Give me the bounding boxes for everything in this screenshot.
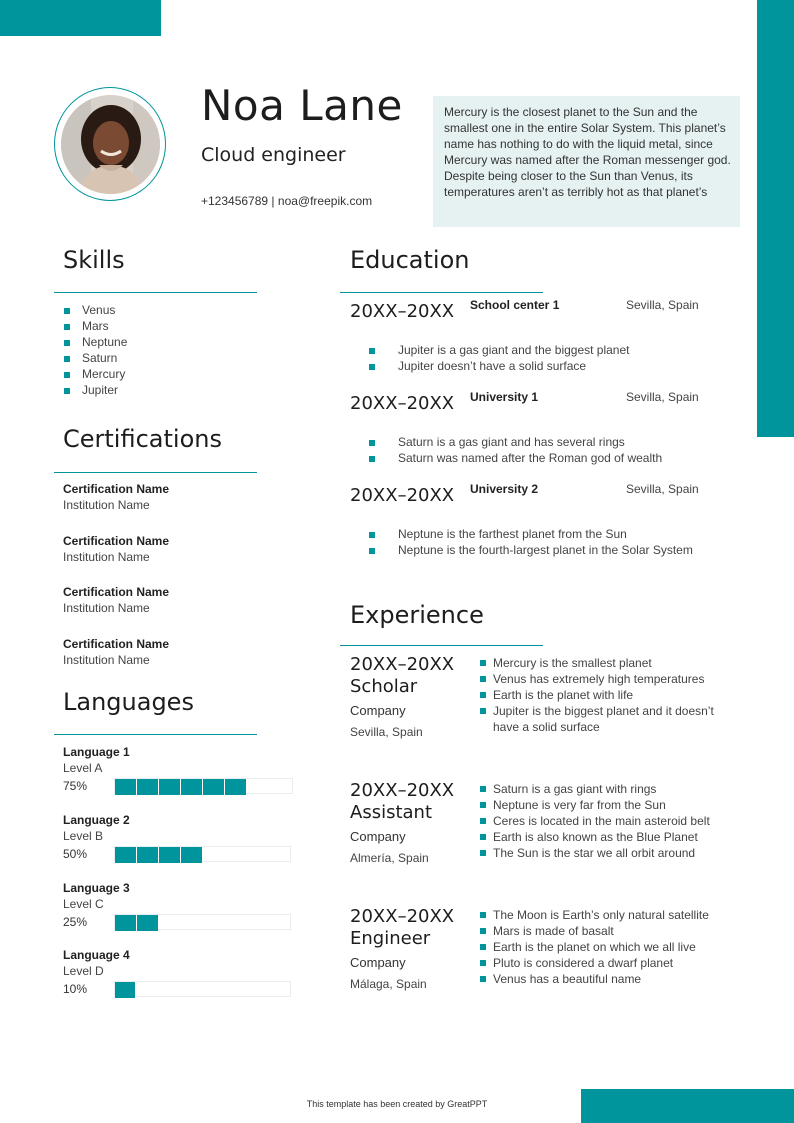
- language-progress-segment: [225, 779, 246, 795]
- bullet-square-icon: [369, 532, 375, 538]
- certification-institution: Institution Name: [63, 601, 150, 615]
- education-title: Education: [350, 246, 470, 274]
- bullet-square-icon: [480, 928, 486, 934]
- certification-entry: [63, 584, 169, 616]
- experience-point: Jupiter is the biggest planet and it doesn’t have a solid surface: [480, 703, 730, 735]
- experience-company: Company: [350, 703, 406, 718]
- skills-title: Skills: [63, 246, 125, 274]
- bullet-square-icon: [480, 912, 486, 918]
- experience-point: Earth is the planet with life: [480, 687, 730, 703]
- education-school: University 2: [470, 482, 539, 496]
- certification-institution: Institution Name: [63, 550, 150, 564]
- education-school: University 1: [470, 390, 539, 404]
- language-progress-segment: [115, 982, 135, 998]
- experience-entry: [350, 906, 475, 992]
- bullet-square-icon: [64, 308, 70, 314]
- language-progress-segment: [159, 847, 180, 863]
- language-percent: 25%: [63, 915, 88, 929]
- certification-name: Certification Name: [63, 637, 170, 651]
- language-progress-segment: [137, 847, 158, 863]
- bio-summary: Mercury is the closest planet to the Sun and the smallest one in the entire Solar System. This planet’s name has nothing to do with the liquid metal, since Mercury was named after the Roman messenger god. Despite being closer to the Sun than Venus, its temperatures aren’t as terribly hot as that planet’s: [433, 96, 740, 227]
- experience-company: Company: [350, 829, 406, 844]
- skills-divider: [54, 292, 257, 293]
- education-point: Saturn is a gas giant and has several rings: [368, 434, 662, 450]
- education-years: 20XX–20XX: [350, 393, 455, 414]
- bullet-square-icon: [480, 834, 486, 840]
- certification-name: Certification Name: [63, 534, 170, 548]
- language-level: Level B: [63, 829, 104, 843]
- language-progress-segment: [115, 779, 136, 795]
- language-percent: 10%: [63, 982, 88, 996]
- language-progress-segment: [115, 915, 136, 931]
- bullet-square-icon: [480, 802, 486, 808]
- bullet-square-icon: [64, 356, 70, 362]
- certifications-title: Certifications: [63, 425, 222, 453]
- education-point: Saturn was named after the Roman god of wealth: [368, 450, 662, 466]
- experience-location: Málaga, Spain: [350, 977, 427, 991]
- footer-credit: This template has been created by GreatPPT: [306, 1099, 488, 1109]
- experience-entry: [350, 780, 475, 866]
- education-points: [368, 434, 662, 466]
- education-divider: [340, 292, 543, 293]
- bullet-square-icon: [480, 976, 486, 982]
- skill-item: Mercury: [63, 366, 127, 382]
- education-point: Jupiter is a gas giant and the biggest planet: [368, 342, 630, 358]
- languages-title: Languages: [63, 688, 194, 716]
- bullet-square-icon: [480, 692, 486, 698]
- language-name: Language 4: [63, 948, 130, 962]
- certification-institution: Institution Name: [63, 653, 150, 667]
- bullet-square-icon: [369, 348, 375, 354]
- certifications-divider: [54, 472, 257, 473]
- contact-separator: |: [271, 194, 275, 208]
- experience-location: Sevilla, Spain: [350, 725, 423, 739]
- certification-entry: [63, 533, 169, 565]
- language-entry: [63, 947, 293, 997]
- education-point: Jupiter doesn’t have a solid surface: [368, 358, 630, 374]
- certification-entry: [63, 636, 169, 668]
- bullet-square-icon: [369, 548, 375, 554]
- language-entry: [63, 880, 293, 930]
- language-level: Level D: [63, 964, 104, 978]
- language-progress-segment: [159, 779, 180, 795]
- language-progress-segment: [203, 779, 224, 795]
- experience-role: Engineer: [350, 928, 431, 949]
- bullet-square-icon: [64, 388, 70, 394]
- experience-years: 20XX–20XX: [350, 906, 455, 927]
- language-progress-segment: [181, 779, 202, 795]
- bullet-square-icon: [369, 456, 375, 462]
- decor-bar-top-left: [0, 0, 161, 36]
- experience-point: Venus has a beautiful name: [480, 971, 730, 987]
- experience-point: Earth is also known as the Blue Planet: [480, 829, 730, 845]
- education-points: [368, 342, 630, 374]
- experience-years: 20XX–20XX: [350, 780, 455, 801]
- decor-bar-right: [757, 0, 794, 437]
- avatar: [61, 95, 160, 194]
- language-name: Language 3: [63, 881, 130, 895]
- education-point: Neptune is the farthest planet from the Sun: [368, 526, 693, 542]
- education-location: Sevilla, Spain: [626, 482, 699, 496]
- certification-entry: [63, 481, 169, 513]
- experience-points: [480, 781, 730, 861]
- language-entry: [63, 812, 293, 862]
- bullet-square-icon: [64, 324, 70, 330]
- education-points: [368, 526, 693, 558]
- experience-point: Mercury is the smallest planet: [480, 655, 730, 671]
- language-progress-bar: [114, 846, 291, 862]
- experience-point: The Sun is the star we all orbit around: [480, 845, 730, 861]
- language-progress-bar: [114, 981, 291, 997]
- contact-info: [201, 193, 372, 209]
- bullet-square-icon: [64, 372, 70, 378]
- bullet-square-icon: [369, 364, 375, 370]
- experience-point: Saturn is a gas giant with rings: [480, 781, 730, 797]
- experience-entry: [350, 654, 475, 740]
- job-title: Cloud engineer: [201, 144, 346, 166]
- certification-institution: Institution Name: [63, 498, 150, 512]
- bullet-square-icon: [480, 786, 486, 792]
- experience-point: The Moon is Earth’s only natural satellite: [480, 907, 730, 923]
- language-entry: [63, 744, 293, 794]
- language-level: Level C: [63, 897, 104, 911]
- bullet-square-icon: [480, 850, 486, 856]
- candidate-name: Noa Lane: [201, 81, 403, 130]
- experience-point: Earth is the planet on which we all live: [480, 939, 730, 955]
- skill-item: Neptune: [63, 334, 127, 350]
- language-progress-bar: [114, 914, 291, 930]
- bullet-square-icon: [480, 676, 486, 682]
- bullet-square-icon: [480, 960, 486, 966]
- bullet-square-icon: [480, 708, 486, 714]
- experience-point: Venus has extremely high temperatures: [480, 671, 730, 687]
- education-point: Neptune is the fourth-largest planet in the Solar System: [368, 542, 693, 558]
- language-percent: 75%: [63, 779, 88, 793]
- language-progress-segment: [137, 915, 158, 931]
- skill-item: Mars: [63, 318, 127, 334]
- education-years: 20XX–20XX: [350, 485, 455, 506]
- language-name: Language 2: [63, 813, 130, 827]
- bullet-square-icon: [480, 660, 486, 666]
- skill-item: Venus: [63, 302, 127, 318]
- language-progress-segment: [181, 847, 202, 863]
- education-location: Sevilla, Spain: [626, 390, 699, 404]
- education-years: 20XX–20XX: [350, 301, 455, 322]
- education-school: School center 1: [470, 298, 560, 312]
- skill-item: Jupiter: [63, 382, 127, 398]
- certification-name: Certification Name: [63, 585, 170, 599]
- experience-title: Experience: [350, 601, 484, 629]
- experience-points: [480, 655, 730, 735]
- certification-name: Certification Name: [63, 482, 170, 496]
- bullet-square-icon: [64, 340, 70, 346]
- skill-item: Saturn: [63, 350, 127, 366]
- email-address: noa@freepik.com: [277, 194, 373, 208]
- phone-number: +123456789: [201, 194, 269, 208]
- experience-point: Neptune is very far from the Sun: [480, 797, 730, 813]
- education-location: Sevilla, Spain: [626, 298, 699, 312]
- experience-company: Company: [350, 955, 406, 970]
- experience-divider: [340, 645, 543, 646]
- experience-point: Ceres is located in the main asteroid belt: [480, 813, 730, 829]
- experience-point: Pluto is considered a dwarf planet: [480, 955, 730, 971]
- bullet-square-icon: [480, 944, 486, 950]
- language-progress-segment: [137, 779, 158, 795]
- experience-points: [480, 907, 730, 987]
- skills-list: [63, 302, 127, 398]
- experience-role: Scholar: [350, 676, 418, 697]
- experience-role: Assistant: [350, 802, 433, 823]
- experience-location: Almería, Spain: [350, 851, 429, 865]
- experience-years: 20XX–20XX: [350, 654, 455, 675]
- bullet-square-icon: [480, 818, 486, 824]
- language-level: Level A: [63, 761, 103, 775]
- language-progress-bar: [114, 778, 293, 794]
- bullet-square-icon: [369, 440, 375, 446]
- language-name: Language 1: [63, 745, 130, 759]
- experience-point: Mars is made of basalt: [480, 923, 730, 939]
- language-progress-segment: [115, 847, 136, 863]
- languages-divider: [54, 734, 257, 735]
- language-percent: 50%: [63, 847, 88, 861]
